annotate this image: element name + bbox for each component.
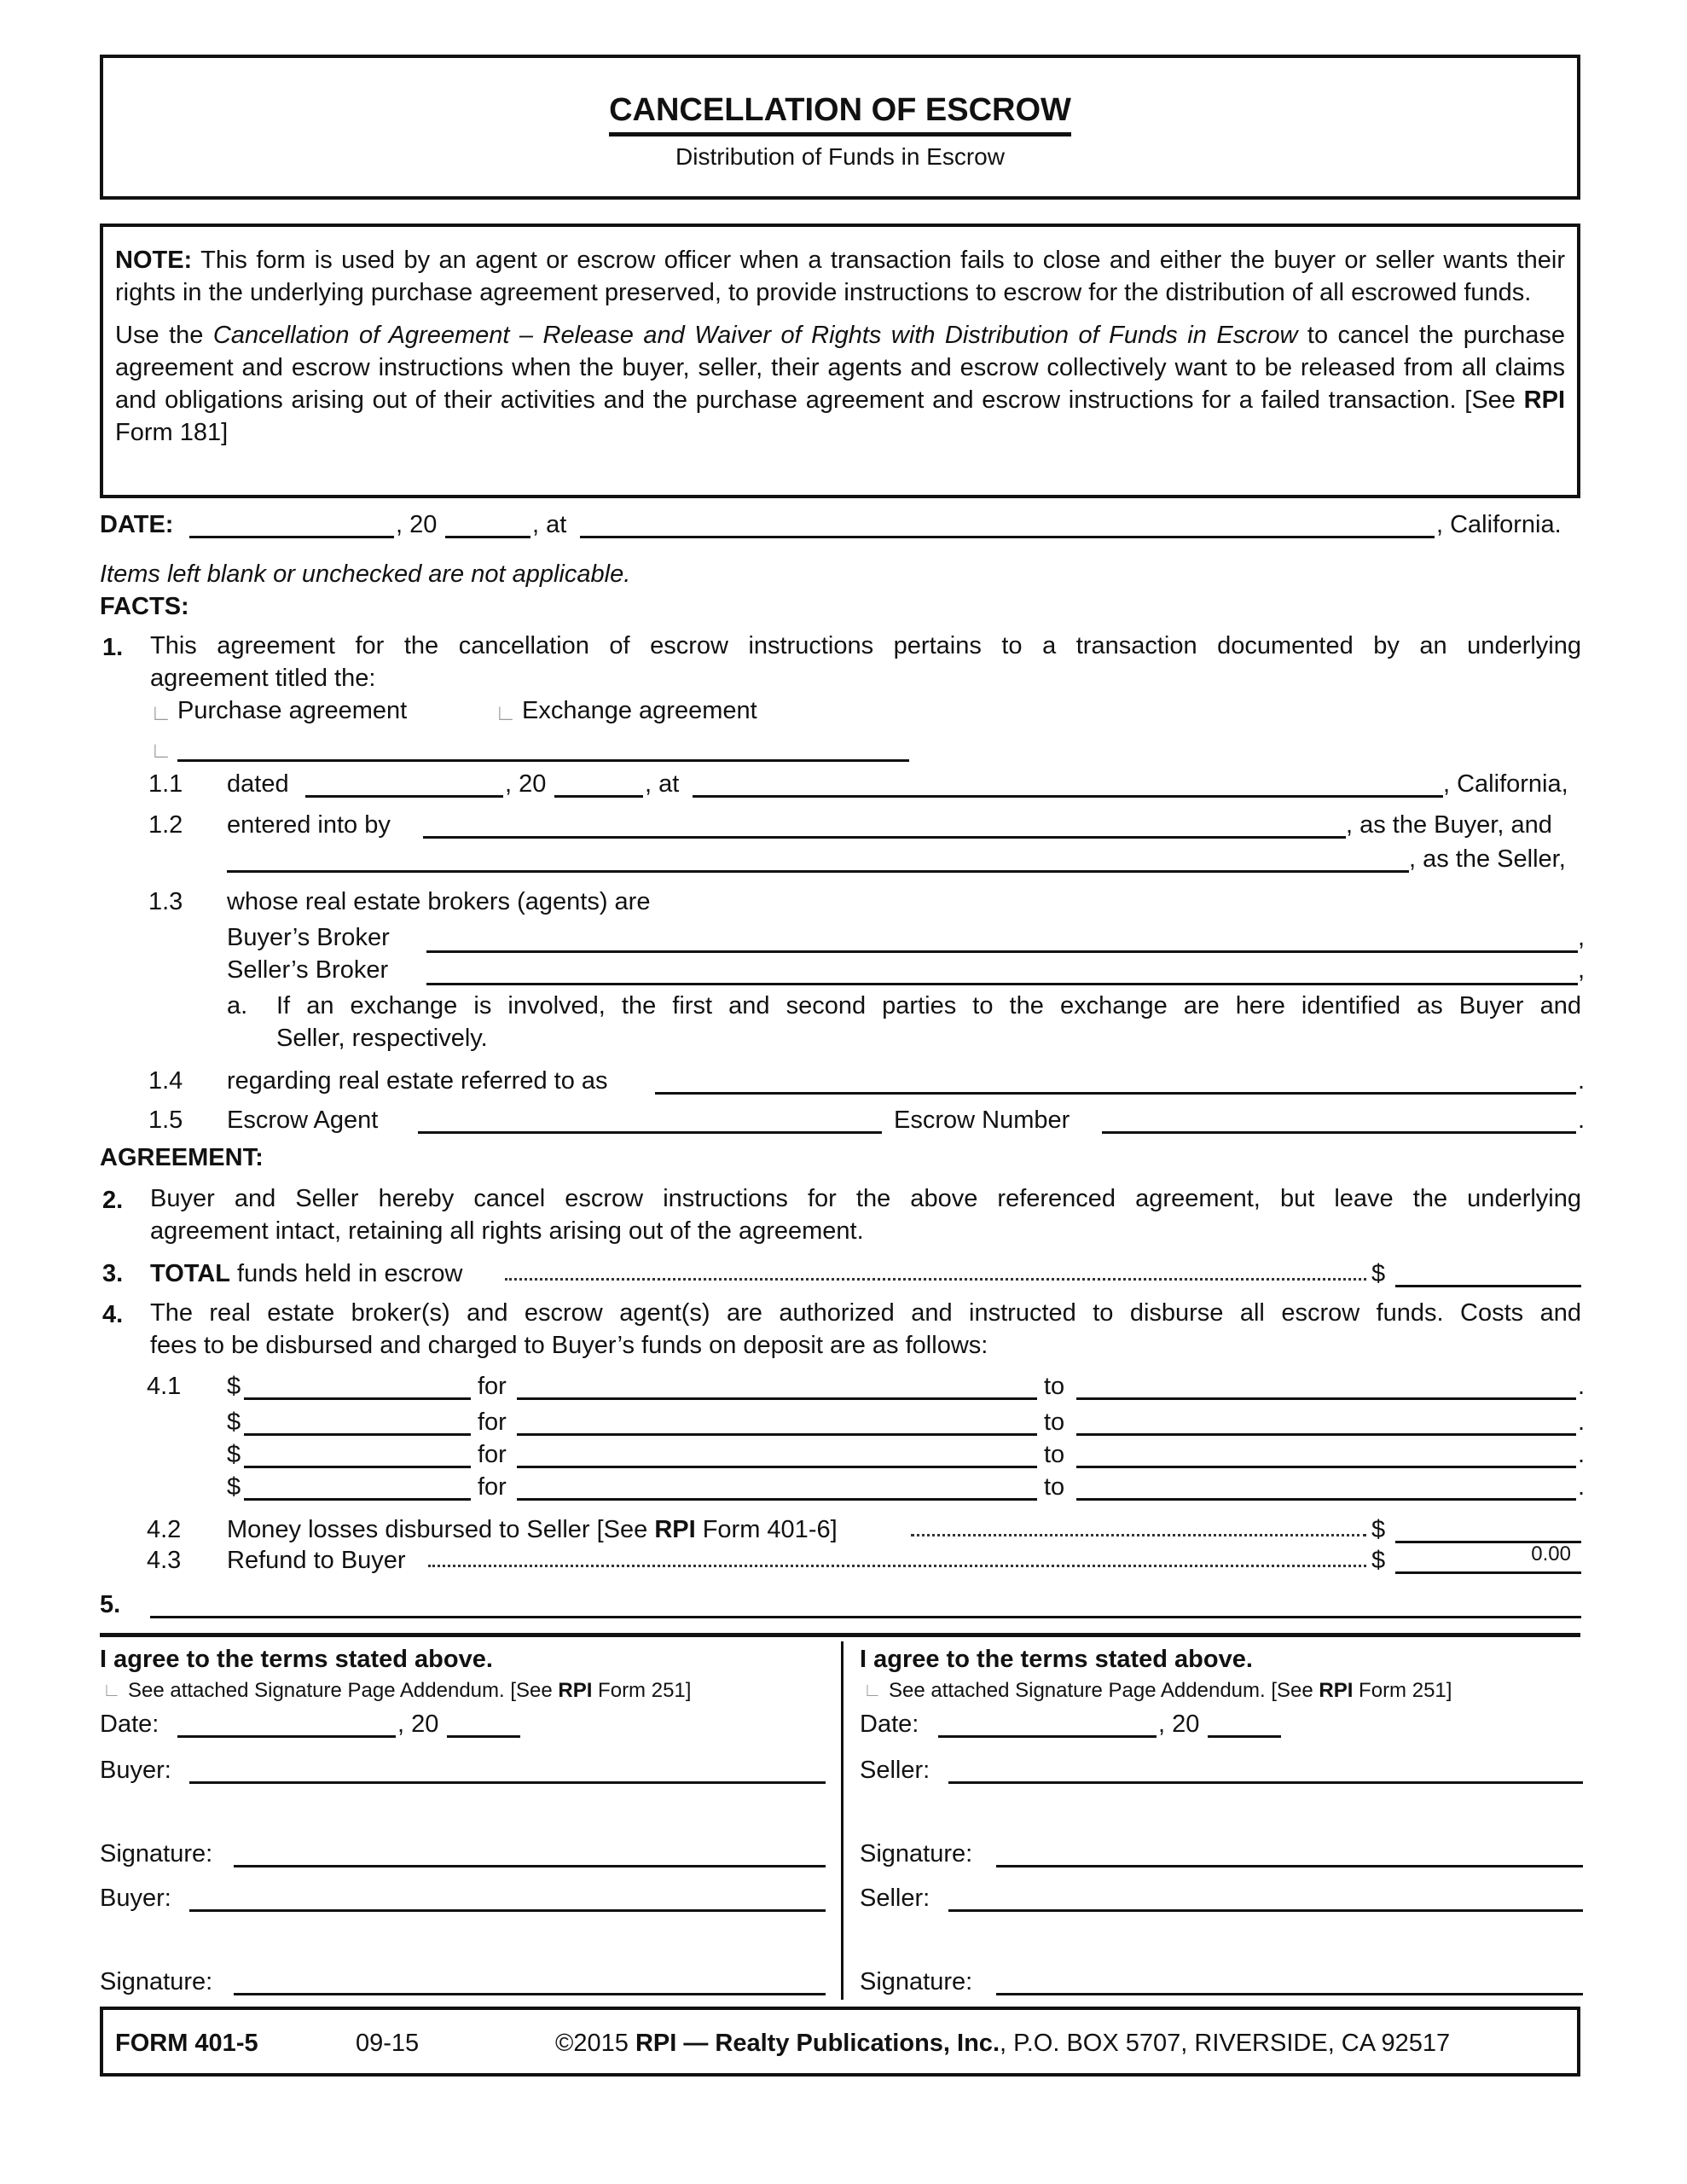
item-4-number: 4. [102, 1301, 124, 1328]
item-1-number: 1. [102, 634, 124, 661]
note-paragraph-2: Use the Cancellation of Agreement – Release and Waiver of Rights with Distribution of Funds in Escrow to cancel the purchase agreement and escrow instructions when the buyer, seller, their agents and escrow collectively want to be released from all claims and obligations arising out of their activities and the purchase agreement and escrow instructions for a failed transaction. [See RPI Form 181] [115, 322, 1565, 446]
escrow-number-field[interactable] [1102, 1104, 1576, 1134]
for-label: for [478, 1373, 507, 1400]
buyer-name-field[interactable] [423, 809, 1346, 839]
buyer-addendum-checkbox[interactable]: ∟ [102, 1679, 121, 1700]
item-4-3-text: Refund to Buyer [227, 1547, 406, 1574]
seller-1-label: Seller: [860, 1757, 930, 1784]
buyer-date-year-field[interactable] [447, 1708, 520, 1738]
disbursement-payee-field[interactable] [1076, 1438, 1576, 1468]
disbursement-payee-field[interactable] [1076, 1406, 1576, 1436]
item-1-1-number: 1.1 [148, 770, 183, 798]
buyer-addendum-label: See attached Signature Page Addendum. [See RPI Form 251] [128, 1679, 692, 1702]
buyer-agree-heading: I agree to the terms stated above. [100, 1646, 493, 1673]
purchase-agreement-checkbox[interactable]: ∟ [150, 700, 172, 725]
dollar-sign: $ [1371, 1547, 1386, 1574]
seller-1-name-field[interactable] [948, 1754, 1583, 1784]
escrow-agent-label: Escrow Agent [227, 1107, 379, 1134]
buyer-date-field[interactable] [177, 1708, 396, 1738]
seller-name-field[interactable] [227, 843, 1409, 873]
form-header [100, 55, 1580, 200]
dollar-sign: $ [227, 1409, 241, 1436]
item-1-1-label: dated [227, 770, 289, 798]
buyer-2-label: Buyer: [100, 1885, 171, 1912]
dated-location-field[interactable] [693, 768, 1443, 798]
purchase-agreement-label: Purchase agreement [177, 697, 408, 724]
other-agreement-checkbox[interactable]: ∟ [150, 737, 172, 763]
item-4-line1: The real estate broker(s) and escrow agent(s) are authorized and instructed to disburse all escrow funds. Costs and [150, 1299, 1581, 1327]
item-1-3-label: whose real estate brokers (agents) are [227, 888, 651, 915]
seller-agree-heading: I agree to the terms stated above. [860, 1646, 1253, 1673]
item-1-3-a-line2: Seller, respectively. [276, 1025, 488, 1052]
item-1-1-suffix: , California, [1443, 770, 1568, 798]
item-1-2-label: entered into by [227, 811, 391, 839]
buyer-2-signature-label: Signature: [100, 1968, 213, 1995]
item-1-2-number: 1.2 [148, 811, 183, 839]
item-1-1-sep-at: , at [645, 770, 680, 798]
date-label: DATE: [100, 511, 174, 538]
item-2-line1: Buyer and Seller hereby cancel escrow instructions for the above referenced agreement, but leave the underlying [150, 1185, 1581, 1212]
seller-date-sep: , 20 [1158, 1711, 1200, 1738]
for-label: for [478, 1441, 507, 1468]
period: . [1578, 1373, 1586, 1400]
item-5-number: 5. [100, 1591, 121, 1618]
leader-dots [428, 1565, 1366, 1567]
disbursement-purpose-field[interactable] [517, 1471, 1037, 1501]
disbursement-payee-field[interactable] [1076, 1471, 1576, 1501]
note-box [100, 224, 1580, 498]
escrow-agent-field[interactable] [418, 1104, 882, 1134]
item-1-3-a-line1: If an exchange is involved, the first and second parties to the exchange are here identified as Buyer and [276, 992, 1581, 1019]
date-field[interactable] [189, 508, 394, 538]
item-1-3-number: 1.3 [148, 888, 183, 915]
item-4-line2: fees to be disbursed and charged to Buyer’s funds on deposit are as follows: [150, 1332, 988, 1359]
item-1-4-label: regarding real estate referred to as [227, 1067, 608, 1095]
buyer-1-name-field[interactable] [189, 1754, 826, 1784]
sellers-broker-field[interactable] [426, 956, 1578, 985]
disbursement-payee-field[interactable] [1076, 1370, 1576, 1400]
signature-column-divider [841, 1641, 844, 2000]
disbursement-amount-field[interactable] [244, 1370, 471, 1400]
buyer-1-signature-field[interactable] [234, 1838, 826, 1867]
disbursement-purpose-field[interactable] [517, 1406, 1037, 1436]
form-footer [100, 2007, 1580, 2077]
agreement-heading: AGREEMENT: [100, 1144, 264, 1171]
comma: , [1578, 956, 1586, 984]
seller-date-field[interactable] [938, 1708, 1157, 1738]
item-4-1-number: 4.1 [147, 1373, 182, 1400]
buyer-1-signature-label: Signature: [100, 1840, 213, 1867]
buyers-broker-label: Buyer’s Broker [227, 924, 390, 951]
refund-to-buyer-value: 0.00 [1531, 1542, 1571, 1565]
to-label: to [1044, 1409, 1065, 1436]
form-title: CANCELLATION OF ESCROW [103, 92, 1577, 136]
disbursement-purpose-field[interactable] [517, 1438, 1037, 1468]
period: . [1578, 1067, 1586, 1095]
item-4-2-text: Money losses disbursed to Seller [See RPI Form 401-6] [227, 1516, 838, 1543]
item-3-text: TOTAL funds held in escrow [150, 1260, 463, 1287]
leader-dots [911, 1534, 1366, 1536]
item-4-2-number: 4.2 [147, 1516, 182, 1543]
period: . [1578, 1409, 1586, 1436]
property-reference-field[interactable] [655, 1065, 1576, 1095]
buyers-broker-field[interactable] [426, 923, 1578, 953]
to-label: to [1044, 1373, 1065, 1400]
dollar-sign: $ [227, 1373, 241, 1400]
other-agreement-field[interactable] [177, 732, 909, 762]
item-1-3-a-label: a. [227, 992, 248, 1019]
item-1-text-line1: This agreement for the cancellation of escrow instructions pertains to a transaction documented by an underlying [150, 632, 1581, 659]
sellers-broker-label: Seller’s Broker [227, 956, 389, 984]
buyer-1-label: Buyer: [100, 1757, 171, 1784]
dollar-sign: $ [227, 1473, 241, 1501]
item-1-text-line2: agreement titled the: [150, 665, 376, 692]
signature-section-rule [100, 1633, 1580, 1637]
for-label: for [478, 1473, 507, 1501]
date-sep-20: , 20 [396, 511, 438, 538]
facts-heading: FACTS: [100, 593, 189, 620]
disbursement-purpose-field[interactable] [517, 1370, 1037, 1400]
date-suffix: , California. [1436, 511, 1562, 538]
item-5-field[interactable] [150, 1589, 1581, 1618]
item-1-5-number: 1.5 [148, 1107, 183, 1134]
buyer-2-name-field[interactable] [189, 1882, 826, 1912]
buyer-date-label: Date: [100, 1711, 159, 1738]
to-label: to [1044, 1441, 1065, 1468]
period: . [1578, 1441, 1586, 1468]
seller-date-label: Date: [860, 1711, 919, 1738]
dated-year-field[interactable] [554, 768, 643, 798]
note-paragraph-1: NOTE: This form is used by an agent or escrow officer when a transaction fails to close and either the buyer or seller wants their rights in the underlying purchase agreement preserved, to provide instructions to escrow for the distribution of all escrowed funds. [115, 247, 1565, 306]
exchange-agreement-label: Exchange agreement [522, 697, 757, 724]
item-2-number: 2. [102, 1187, 124, 1214]
period: . [1578, 1473, 1586, 1501]
disbursement-amount-field[interactable] [244, 1471, 471, 1501]
seller-2-signature-label: Signature: [860, 1968, 973, 1995]
item-1-1-sep-20: , 20 [505, 770, 547, 798]
copyright: ©2015 RPI — Realty Publications, Inc., P.O. BOX 5707, RIVERSIDE, CA 92517 [555, 2030, 1451, 2057]
exchange-agreement-checkbox[interactable]: ∟ [495, 700, 517, 725]
form-subtitle: Distribution of Funds in Escrow [675, 143, 1005, 170]
item-1-2-suffix-seller: , as the Seller, [1409, 845, 1566, 873]
seller-addendum-checkbox[interactable]: ∟ [863, 1679, 882, 1700]
escrow-number-label: Escrow Number [894, 1107, 1070, 1134]
item-1-4-number: 1.4 [148, 1067, 183, 1095]
form-number: FORM 401-5 [115, 2030, 258, 2057]
seller-addendum-label: See attached Signature Page Addendum. [See RPI Form 251] [889, 1679, 1452, 1702]
date-year-field[interactable] [445, 508, 530, 538]
to-label: to [1044, 1473, 1065, 1501]
blank-notice: Items left blank or unchecked are not applicable. [100, 561, 631, 588]
total-funds-field[interactable] [1395, 1258, 1581, 1287]
seller-2-label: Seller: [860, 1885, 930, 1912]
seller-1-signature-field[interactable] [996, 1838, 1583, 1867]
dollar-sign: $ [1371, 1516, 1386, 1543]
item-2-line2: agreement intact, retaining all rights arising out of the agreement. [150, 1217, 864, 1245]
seller-2-name-field[interactable] [948, 1882, 1583, 1912]
for-label: for [478, 1409, 507, 1436]
seller-2-signature-field[interactable] [996, 1966, 1583, 1995]
disbursement-amount-field[interactable] [244, 1438, 471, 1468]
dollar-sign: $ [227, 1441, 241, 1468]
seller-1-signature-label: Signature: [860, 1840, 973, 1867]
disbursement-amount-field[interactable] [244, 1406, 471, 1436]
form-revision: 09-15 [356, 2030, 420, 2057]
item-4-3-number: 4.3 [147, 1547, 182, 1574]
item-3-number: 3. [102, 1260, 124, 1287]
leader-dots [505, 1278, 1366, 1281]
seller-date-year-field[interactable] [1208, 1708, 1281, 1738]
date-location-field[interactable] [580, 508, 1435, 538]
comma: , [1578, 924, 1586, 951]
buyer-2-signature-field[interactable] [234, 1966, 826, 1995]
item-1-2-suffix-buyer: , as the Buyer, and [1346, 811, 1552, 839]
dollar-sign: $ [1371, 1260, 1386, 1287]
period: . [1578, 1107, 1586, 1134]
buyer-date-sep: , 20 [397, 1711, 439, 1738]
dated-field[interactable] [305, 768, 503, 798]
money-losses-field[interactable] [1395, 1513, 1581, 1543]
date-sep-at: , at [532, 511, 567, 538]
